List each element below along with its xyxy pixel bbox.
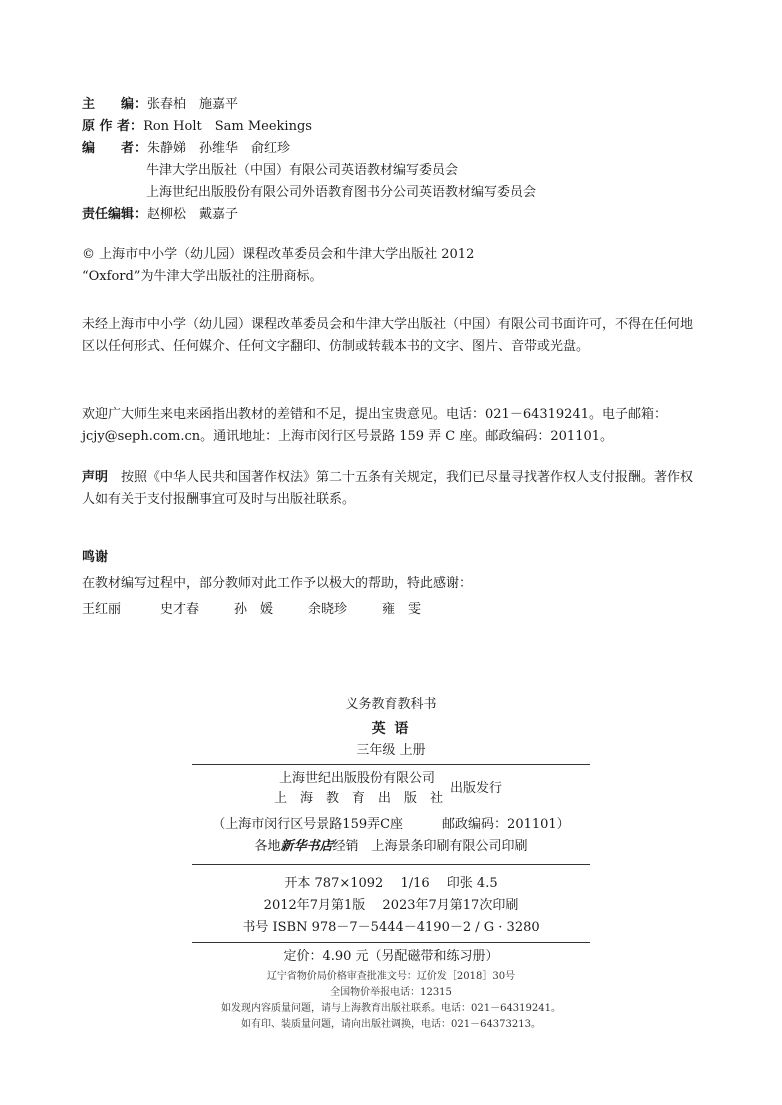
distribution-prefix: 各地: [254, 839, 281, 854]
imprint-grade: 三年级 上册: [356, 743, 426, 758]
trademark-line: “Oxford”为牛津大学出版社的注册商标。: [82, 269, 323, 284]
contact-notice: 欢迎广大师生来电来函指出教材的差错和不足，提出宝贵意见。电话：021－64319241。电子邮箱：jcjy@seph.com.cn。通讯地址：上海市闵行区号景路 159 弄 C 座。邮政编码：201101。: [82, 407, 667, 444]
acknowledgement-title: 鸣谢: [82, 550, 109, 565]
price-hotline: 全国物价举报电话：12315: [330, 987, 452, 998]
statement-label: 声明: [82, 470, 109, 485]
chief-editor-label: 主 编：: [82, 97, 148, 112]
editors-org-oxford: 牛津大学出版社（中国）有限公司英语教材编写委员会: [146, 163, 459, 178]
responsible-editor-label: 责任编辑：: [82, 207, 148, 222]
editors-label: 编 者：: [82, 141, 148, 156]
credit-editors: [82, 140, 290, 158]
copyright-line: © 上海市中小学（幼儿园）课程改革委员会和牛津大学出版社 2012: [82, 247, 475, 262]
divider: [192, 764, 590, 765]
imprint-format: 开本 787×1092 1/16 印张 4.5: [284, 876, 498, 891]
print-contact: 如有印、装质量问题，请向出版社调换，电话：021－64373213。: [241, 1019, 541, 1030]
thanked-name: 王红丽: [82, 602, 122, 617]
thanked-name: 雍 雯: [382, 602, 422, 617]
imprint-title: 英 语: [371, 721, 411, 737]
imprint-publisher-block: [274, 770, 514, 810]
imprint-editions: 2012年7月第1版 2023年7月第17次印刷: [263, 898, 519, 913]
credit-chief-editor: [82, 96, 238, 114]
credit-responsible-editor: [82, 206, 238, 224]
thanked-name: 史才春: [160, 602, 200, 617]
editors-org-seph: 上海世纪出版股份有限公司外语教育图书分公司英语教材编写委员会: [146, 185, 537, 200]
responsible-editor-value: 赵柳松 戴嘉子: [147, 207, 239, 222]
imprint-price: 定价：4.90 元（另配磁带和练习册）: [283, 949, 499, 964]
divider: [192, 864, 590, 865]
quality-contact: 如发现内容质量问题，请与上海教育出版社联系。电话：021－64319241。: [221, 1003, 561, 1014]
divider: [192, 942, 590, 943]
chief-editor-value: 张春柏 施嘉平: [147, 97, 239, 112]
original-author-label: 原 作 者：: [82, 119, 144, 134]
thanked-name: 孙 媛: [234, 602, 274, 617]
thanked-name: 余晓珍: [308, 602, 348, 617]
imprint-series: 义务教育教科书: [345, 697, 437, 712]
acknowledgement-text: 在教材编写过程中，部分教师对此工作予以极大的帮助，特此感谢：: [82, 576, 473, 591]
distribution-suffix: 经销 上海景条印刷有限公司印刷: [332, 839, 528, 854]
original-author-value: Ron Holt Sam Meekings: [143, 119, 312, 134]
acknowledgement-names: [82, 601, 421, 619]
editors-value: 朱静娣 孙维华 俞红珍: [147, 141, 291, 156]
publisher-line-1: 上海世纪出版股份有限公司: [278, 771, 435, 786]
publisher-role: 出版发行: [450, 781, 503, 796]
imprint-address: （上海市闵行区号景路159弄C座 邮政编码：201101）: [212, 817, 570, 832]
publisher-line-2: 上 海 教 育 出 版 社: [274, 791, 444, 806]
price-approval: 辽宁省物价局价格审查批准文号：辽价发［2018］30号: [266, 971, 516, 982]
statement: [82, 467, 702, 511]
xinhua-bookstore-logo: 新华书店: [280, 839, 333, 854]
imprint-isbn: 书号 ISBN 978－7－5444－4190－2 / G · 3280: [242, 920, 540, 935]
statement-text: 按照《中华人民共和国著作权法》第二十五条有关规定，我们已尽量寻找著作权人支付报酬。著作权人如有关于支付报酬事宜可及时与出版社联系。: [82, 470, 694, 507]
credit-original-author: [82, 118, 312, 136]
imprint-distribution: [0, 838, 782, 856]
permission-notice: 未经上海市中小学（幼儿园）课程改革委员会和牛津大学出版社（中国）有限公司书面许可，不得在任何地区以任何形式、任何媒介、任何文字翻印、仿制或转载本书的文字、图片、音带或光盘。: [82, 317, 694, 354]
